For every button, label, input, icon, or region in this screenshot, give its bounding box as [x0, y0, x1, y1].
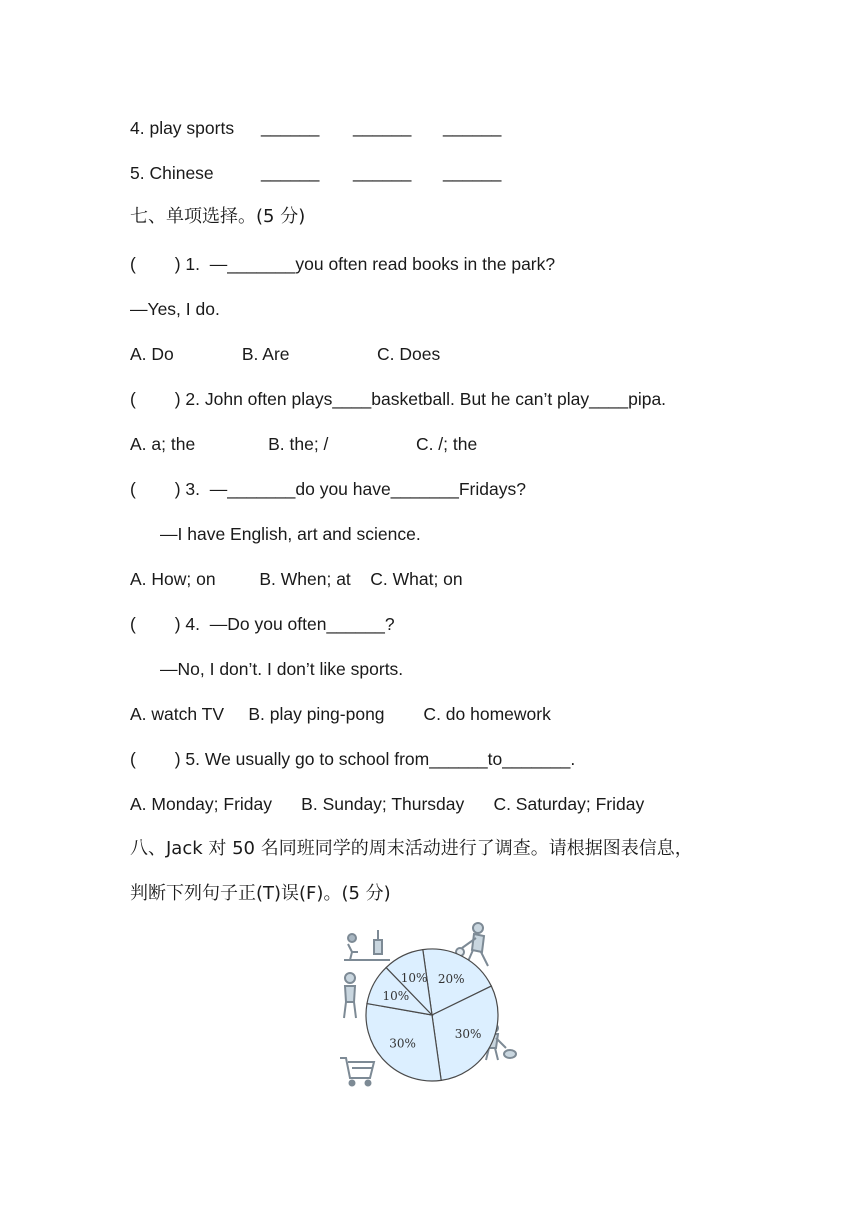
question-5: ( ) 5. We usually go to school from______to_______. [130, 749, 576, 769]
row5-blank-1[interactable]: ______ [261, 162, 320, 182]
part8-heading-line1: 八、Jack 对 50 名同班同学的周末活动进行了调查。请根据图表信息， [130, 838, 693, 859]
person-icon [344, 973, 356, 1018]
row4-blank-3[interactable]: ______ [443, 117, 502, 137]
pie-slice-label: 30% [454, 1027, 482, 1042]
part7-heading: 七、单项选择。(5 分) [130, 206, 306, 227]
watching-tv-icon [344, 930, 390, 960]
part8-heading-line2: 判断下列句子正(T)误(F)。(5 分) [130, 883, 391, 904]
question-2: ( ) 2. John often plays____basketball. But he can’t play____pipa. [130, 389, 667, 409]
question-4-answer: —No, I don’t. I don’t like sports. [160, 659, 404, 679]
question-4-options: A. watch TV B. play ping-pong C. do homework [130, 704, 551, 724]
row4-blank-1[interactable]: ______ [261, 117, 320, 137]
activity-pie-chart [330, 920, 530, 1090]
row4-label: 4. play sports [130, 118, 235, 138]
row5-label: 5. Chinese [130, 163, 214, 183]
shopping-cart-icon [340, 1058, 374, 1086]
pie-slice-label: 10% [382, 988, 410, 1003]
question-1-answer: —Yes, I do. [130, 299, 220, 319]
question-1: ( ) 1. —_______you often read books in the park? [130, 254, 556, 274]
question-4: ( ) 4. —Do you often______? [130, 614, 395, 634]
pie-slice-label: 10% [400, 971, 428, 986]
question-3-options: A. How; on B. When; at C. What; on [130, 569, 463, 589]
pie-slice-label: 30% [389, 1036, 416, 1051]
row4-blank-2[interactable]: ______ [353, 117, 412, 137]
question-3: ( ) 3. —_______do you have_______Fridays? [130, 479, 526, 499]
question-1-options: A. Do B. Are C. Does [130, 344, 441, 364]
pie-slice-label: 20% [437, 971, 465, 986]
row5-blank-3[interactable]: ______ [443, 162, 502, 182]
question-3-answer: —I have English, art and science. [160, 524, 421, 544]
question-5-options: A. Monday; Friday B. Sunday; Thursday C. Saturday; Friday [130, 794, 645, 814]
row5-blank-2[interactable]: ______ [353, 162, 412, 182]
pie-slices [366, 949, 498, 1081]
question-2-options: A. a; the B. the; / C. /; the [130, 434, 478, 454]
